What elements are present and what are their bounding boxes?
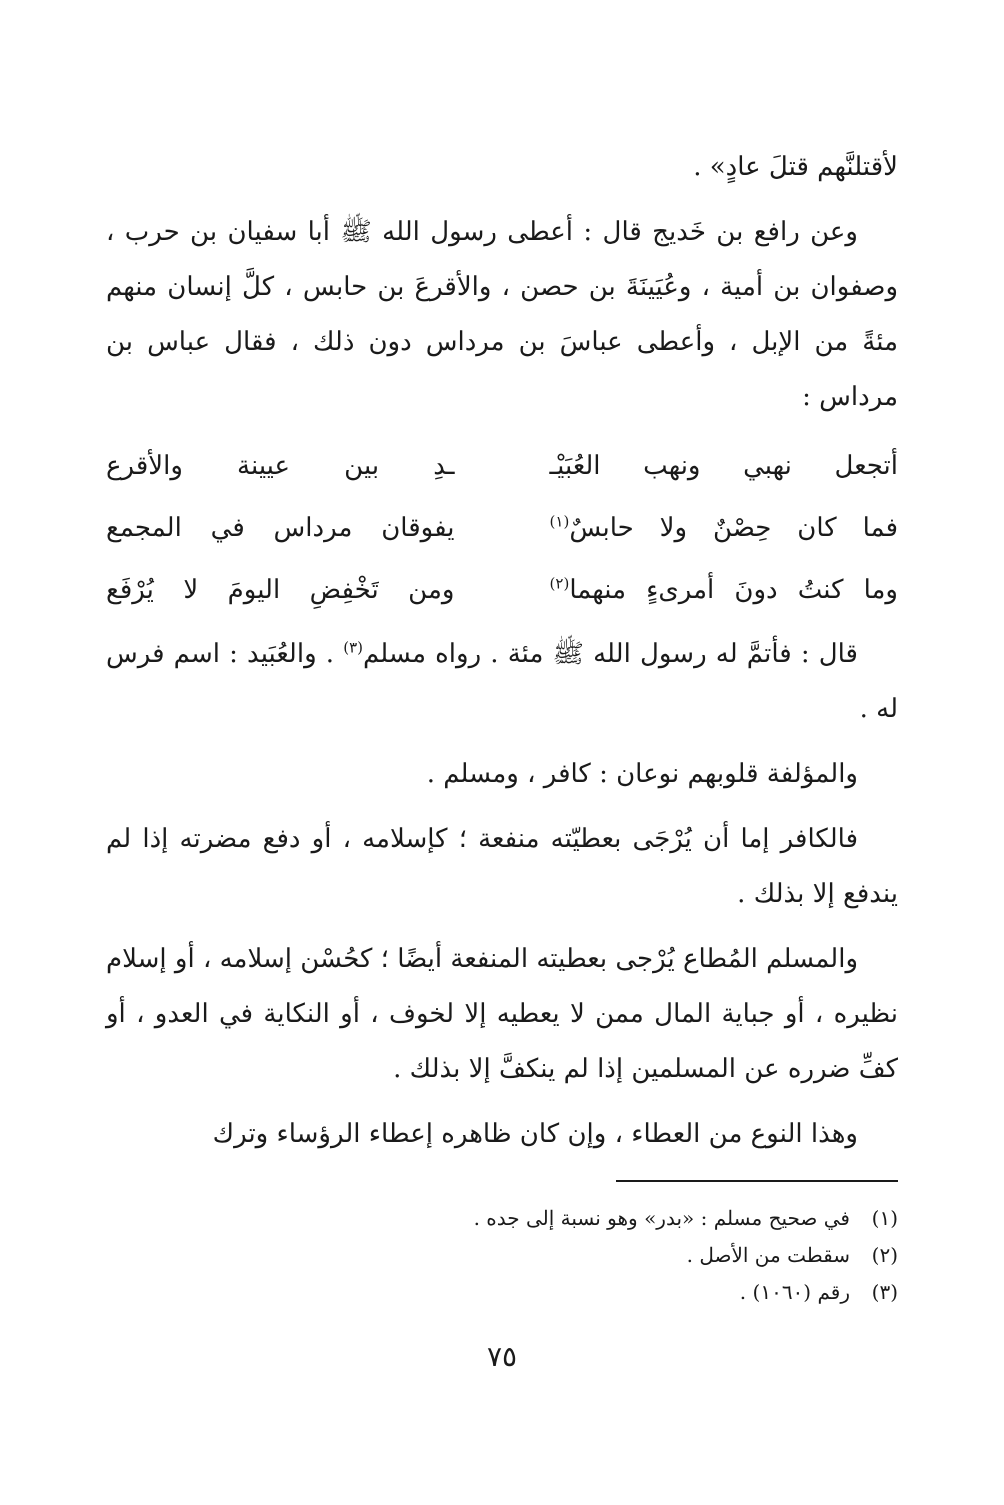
footnote-ref-3[interactable]: (٣) (343, 638, 363, 657)
poem (106, 435, 898, 621)
footnote-2 (106, 1237, 898, 1274)
footnote-number: (٢) (871, 1243, 898, 1267)
verse-3-first-hemistich: وما كنتُ دونَ أمرىءٍ منهما$^{(٢)}$ (549, 574, 898, 605)
verse-1-first-hemistich: أتجعل نهبي ونهب العُبَيْـ (549, 451, 898, 481)
verse-2-first-hemistich: فما كان حِصْنٌ ولا حابسٌ$^{(١)}$ (549, 512, 898, 543)
poem-verse-1 (106, 435, 898, 497)
paragraph-disbeliever: فالكافر إما أن يُرْجَى بعطيّته منفعة ؛ كإسلامه ، أو دفع مضرته إذا لم يندفع إلا بذلك . (106, 824, 898, 909)
footnotes (106, 1200, 898, 1311)
footnote-1 (106, 1200, 898, 1237)
poem-verse-2 (106, 497, 898, 559)
footnote-divider (616, 1180, 898, 1182)
footnote-text: رقم (١٠٦٠) . (739, 1280, 850, 1304)
footnote-3 (106, 1274, 898, 1311)
paragraph-rafi-hadith: وعن رافع بن خَديج قال : أعطى رسول الله ﷺ أبا سفيان بن حرب ، وصفوان بن أمية ، وعُيَينَةَ بن حصن ، والأقرعَ بن حابس ، كلَّ إنسان منهم مئةً من الإبل ، وأعطى عباسَ بن مرداس دون ذلك ، فقال عباس بن مرداس : (106, 217, 898, 412)
paragraph-completion: قال : فأتمَّ له رسول الله ﷺ مئة . رواه مسلم$^{(٣)}$ . والعُبَيد : اسم فرس له . (106, 638, 898, 724)
paragraph-continuation: لأقتلنَّهم قتلَ عادٍ» . (693, 152, 898, 182)
paragraph-two-types: والمؤلفة قلوبهم نوعان : كافر ، ومسلم . (426, 759, 858, 789)
main-text (106, 140, 898, 1172)
footnote-text: سقطت من الأصل . (686, 1243, 850, 1267)
footnote-number: (١) (871, 1206, 898, 1230)
footnote-number: (٣) (871, 1280, 898, 1304)
poem-verse-3 (106, 559, 898, 621)
footnote-text: في صحيح مسلم : «بدر» وهو نسبة إلى جده . (473, 1206, 850, 1230)
footnote-ref-2[interactable]: (٢) (549, 574, 570, 593)
footnote-ref-1[interactable]: (١) (549, 512, 570, 531)
paragraph-muslim: والمسلم المُطاع يُرْجى بعطيته المنفعة أيضًا ؛ كحُسْن إسلامه ، أو إسلام نظيره ، أو جباية المال ممن لا يعطيه إلا لخوف ، أو النكاية في العدو ، أو كفِّ ضرره عن المسلمين إذا لم ينكفَّ إلا بذلك . (106, 944, 898, 1084)
page-number: ٧٥ (486, 1340, 518, 1373)
verse-1-second-hemistich: ـدِ بين عيينة والأقرع (106, 451, 455, 481)
verse-2-second-hemistich: يفوقان مرداس في المجمع (106, 513, 455, 543)
paragraph-this-type: وهذا النوع من العطاء ، وإن كان ظاهره إعطاء الرؤساء وترك (212, 1119, 858, 1149)
verse-3-second-hemistich: ومن تَخْفِضِ اليومَ لا يُرْفَع (106, 575, 455, 605)
